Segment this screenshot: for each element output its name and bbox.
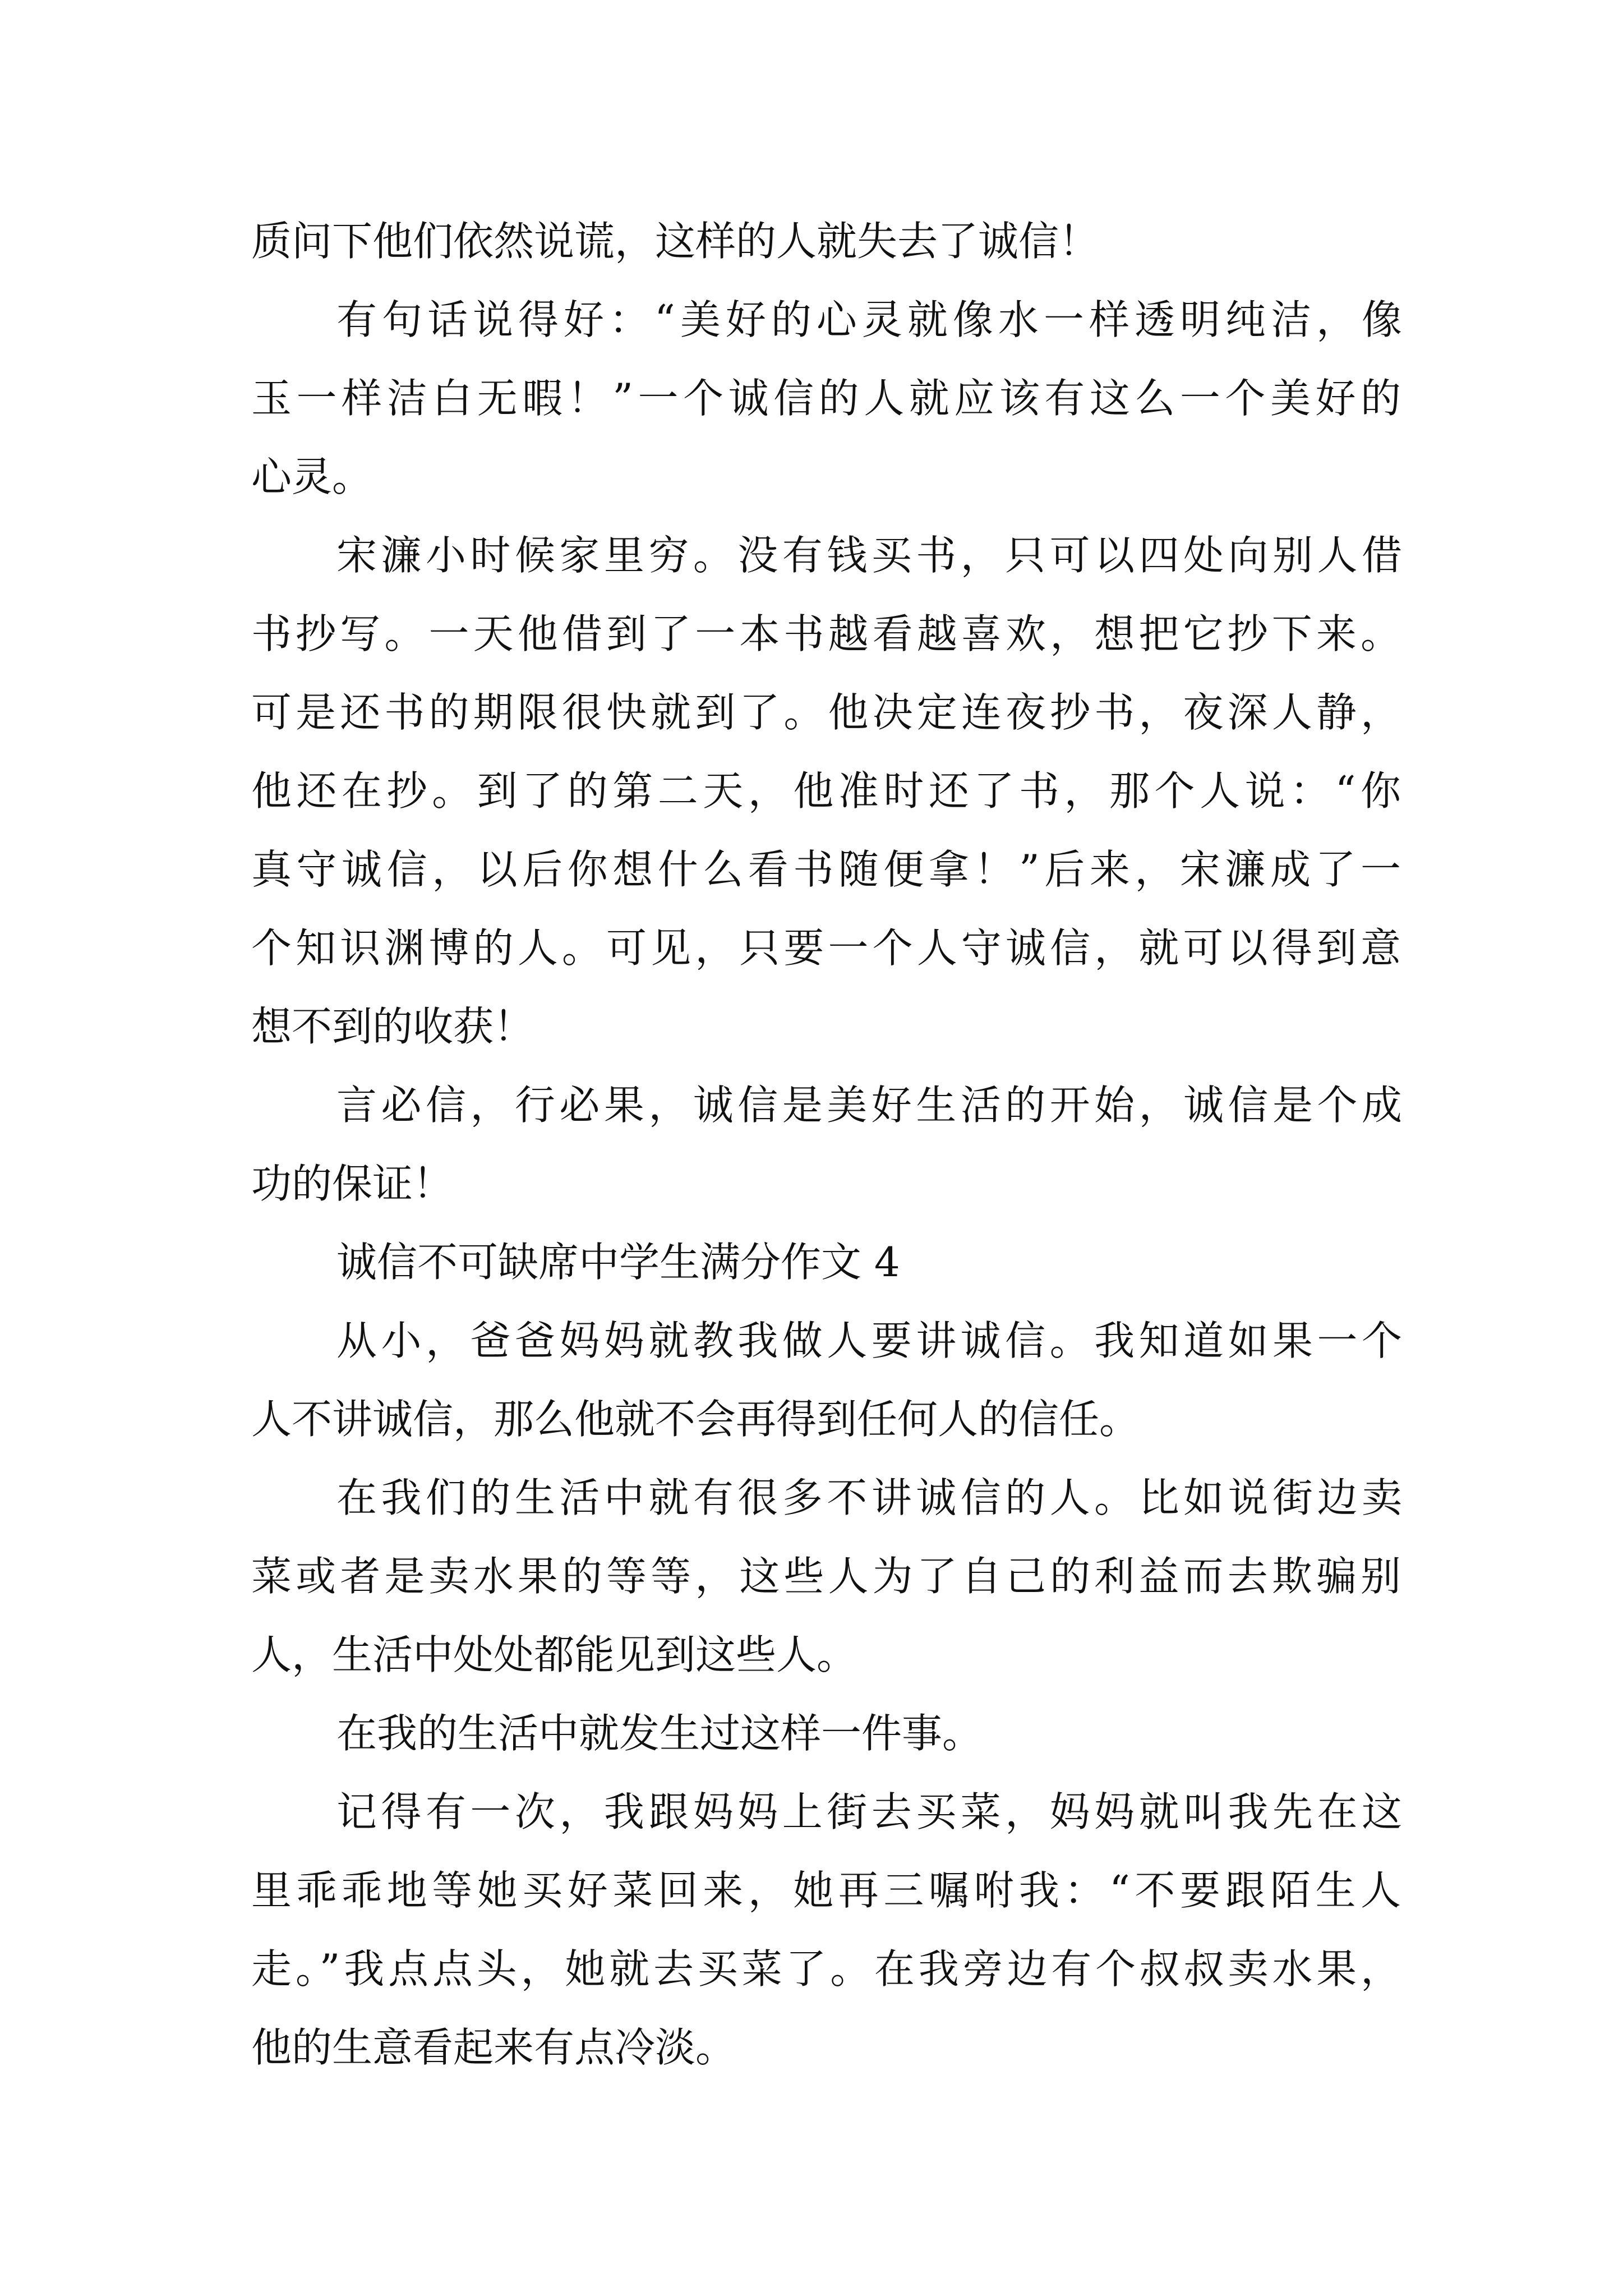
text-line: 玉一样洁白无暇！”一个诚信的人就应该有这么一个美好的 [251, 375, 1401, 422]
text-line: 人不讲诚信，那么他就不会再得到任何人的信任。 [251, 1396, 1140, 1443]
text-line: 真守诚信，以后你想什么看书随便拿！”后来，宋濂成了一 [251, 846, 1401, 893]
text-line: 菜或者是卖水果的等等，这些人为了自己的利益而去欺骗别 [251, 1553, 1401, 1600]
text-line: 有句话说得好：“美好的心灵就像水一样透明纯洁，像 [336, 296, 1402, 343]
section-heading: 诚信不可缺席中学生满分作文 4 [336, 1239, 900, 1286]
text-line: 里乖乖地等她买好菜回来，她再三嘱咐我：“不要跟陌生人 [251, 1867, 1401, 1914]
text-line: 他的生意看起来有点冷淡。 [251, 2024, 736, 2071]
text-line: 在我们的生活中就有很多不讲诚信的人。比如说街边卖 [336, 1474, 1402, 1521]
text-line: 在我的生活中就发生过这样一件事。 [336, 1710, 983, 1757]
text-line: 想不到的收获！ [251, 1003, 534, 1050]
text-line: 从小，爸爸妈妈就教我做人要讲诚信。我知道如果一个 [336, 1317, 1402, 1364]
text-line: 可是还书的期限很快就到了。他决定连夜抄书，夜深人静， [251, 689, 1401, 736]
text-line: 书抄写。一天他借到了一本书越看越喜欢，想把它抄下来。 [251, 610, 1401, 657]
text-line: 宋濂小时候家里穷。没有钱买书，只可以四处向别人借 [336, 532, 1402, 579]
text-line: 记得有一次，我跟妈妈上街去买菜，妈妈就叫我先在这 [336, 1788, 1402, 1835]
text-line: 个知识渊博的人。可见，只要一个人守诚信，就可以得到意 [251, 924, 1401, 972]
text-line: 心灵。 [251, 453, 373, 500]
text-line: 人，生活中处处都能见到这些人。 [251, 1631, 857, 1678]
text-line: 质问下他们依然说谎，这样的人就失去了诚信！ [251, 218, 1100, 265]
text-line: 言必信，行必果，诚信是美好生活的开始，诚信是个成 [336, 1082, 1402, 1129]
text-line: 他还在抄。到了的第二天，他准时还了书，那个人说：“你 [251, 767, 1401, 815]
text-line: 走。”我点点头，她就去买菜了。在我旁边有个叔叔卖水果， [251, 1945, 1401, 1993]
text-line: 功的保证！ [251, 1160, 454, 1207]
